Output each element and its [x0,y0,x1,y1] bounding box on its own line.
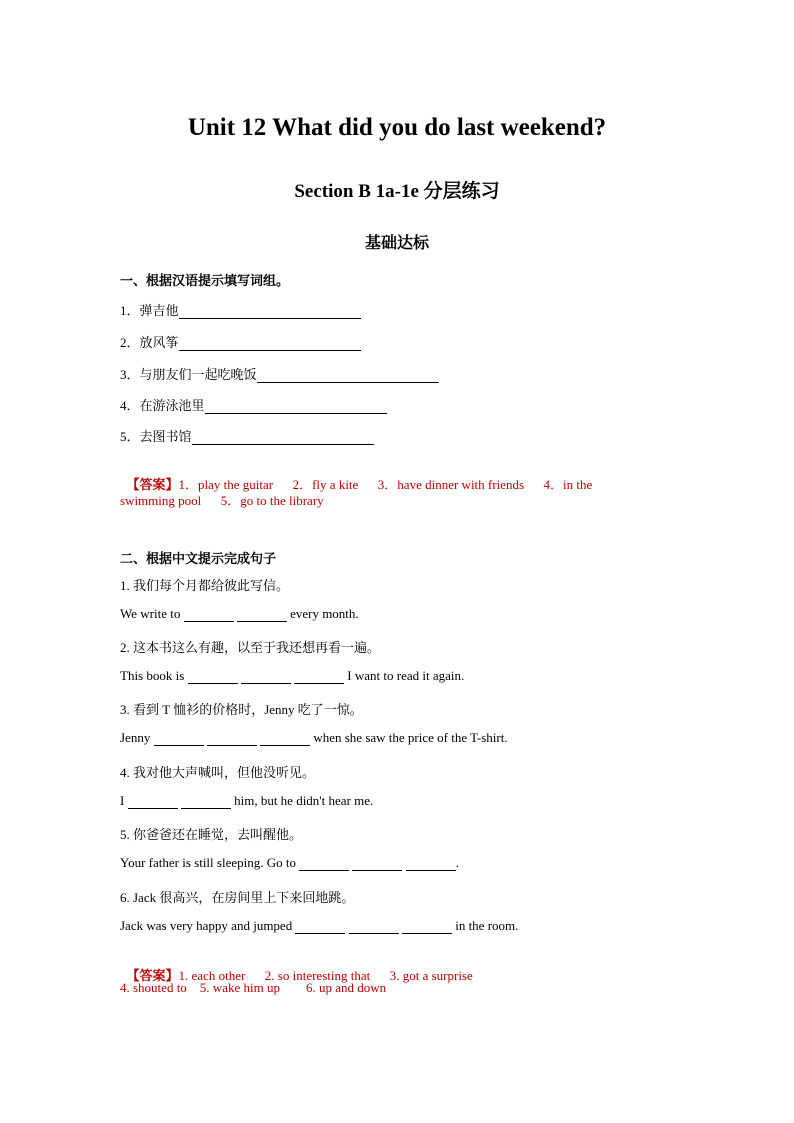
part2-answer-line-2: 4. shouted to 5. wake him up 6. up and down [120,980,387,995]
sentence-end: him, but he didn't hear me. [234,793,374,808]
q2-english [120,668,464,684]
item-text: 5．去图书馆 [120,429,192,444]
sentence-start: Your father is still sleeping. Go to [120,855,296,870]
answer-blank[interactable] [260,731,310,746]
answer-blank[interactable] [257,368,439,383]
part1-answer-line-2: swimming pool 5．go to the library [120,493,324,508]
item-text: 3．与朋友们一起吃晚饭 [120,367,257,382]
answer-text: 1. each other 2. so interesting that 3. got a surprise [178,968,473,983]
q5-chinese: 5. 你爸爸还在睡觉，去叫醒他。 [120,827,303,842]
answer-blank[interactable] [299,856,349,871]
q3-chinese: 3. 看到 T 恤衫的价格时，Jenny 吃了一惊。 [120,702,363,717]
part1-item-3 [120,364,439,383]
answer-blank[interactable] [192,430,374,445]
answer-blank[interactable] [352,856,402,871]
sentence-end: when she saw the price of the T-shirt. [313,730,508,745]
answer-tag: 【答案】 [126,968,179,983]
sentence-end: in the room. [455,918,519,933]
answer-blank[interactable] [205,399,387,414]
part1-item-5 [120,426,374,445]
answer-blank[interactable] [128,794,178,809]
answer-blank[interactable] [179,336,361,351]
q1-english [120,606,359,622]
answer-blank[interactable] [154,731,204,746]
sentence-start: Jenny [120,730,151,745]
answer-blank[interactable] [184,607,234,622]
q4-chinese: 4. 我对他大声喊叫，但他没听见。 [120,765,316,780]
q6-chinese: 6. Jack 很高兴，在房间里上下来回地跳。 [120,890,355,905]
answer-blank[interactable] [402,919,452,934]
q6-english [120,918,518,934]
answer-blank[interactable] [188,669,238,684]
part1-item-1 [120,300,361,319]
answer-blank[interactable] [237,607,287,622]
part1-answer-line-1 [120,458,592,493]
section-title: 基础达标 [364,235,429,252]
page-subtitle: Section B 1a-1e 分层练习 [294,181,500,202]
sentence-end: . [455,855,459,870]
q4-english [120,793,373,809]
q3-english [120,730,508,746]
q5-english [120,855,459,871]
answer-blank[interactable] [349,919,399,934]
sentence-end: I want to read it again. [347,668,465,683]
q1-chinese: 1. 我们每个月都给彼此写信。 [120,578,290,593]
answer-blank[interactable] [406,856,456,871]
sentence-start: We write to [120,606,181,621]
q2-chinese: 2. 这本书这么有趣，以至于我还想再看一遍。 [120,640,381,655]
answer-blank[interactable] [181,794,231,809]
answer-blank[interactable] [179,304,361,319]
answer-blank[interactable] [241,669,291,684]
part1-item-4 [120,395,387,414]
answer-text: 1．play the guitar 2．fly a kite 3．have dinner with friends 4．in the [178,477,593,492]
page-title: Unit 12 What did you do last weekend? [187,114,607,141]
sentence-start: Jack was very happy and jumped [120,918,293,933]
item-text: 2．放风筝 [120,335,179,350]
item-text: 1．弹吉他 [120,303,179,318]
part2-heading: 二、根据中文提示完成句子 [120,551,277,566]
item-text: 4．在游泳池里 [120,398,205,413]
answer-blank[interactable] [207,731,257,746]
answer-blank[interactable] [295,919,345,934]
sentence-start: This book is [120,668,185,683]
answer-blank[interactable] [294,669,344,684]
sentence-end: every month. [290,606,359,621]
sentence-start: I [120,793,125,808]
part2-answer-line-1 [120,949,473,984]
part1-heading: 一、根据汉语提示填写词组。 [120,273,290,288]
answer-tag: 【答案】 [126,477,179,492]
part1-item-2 [120,332,361,351]
